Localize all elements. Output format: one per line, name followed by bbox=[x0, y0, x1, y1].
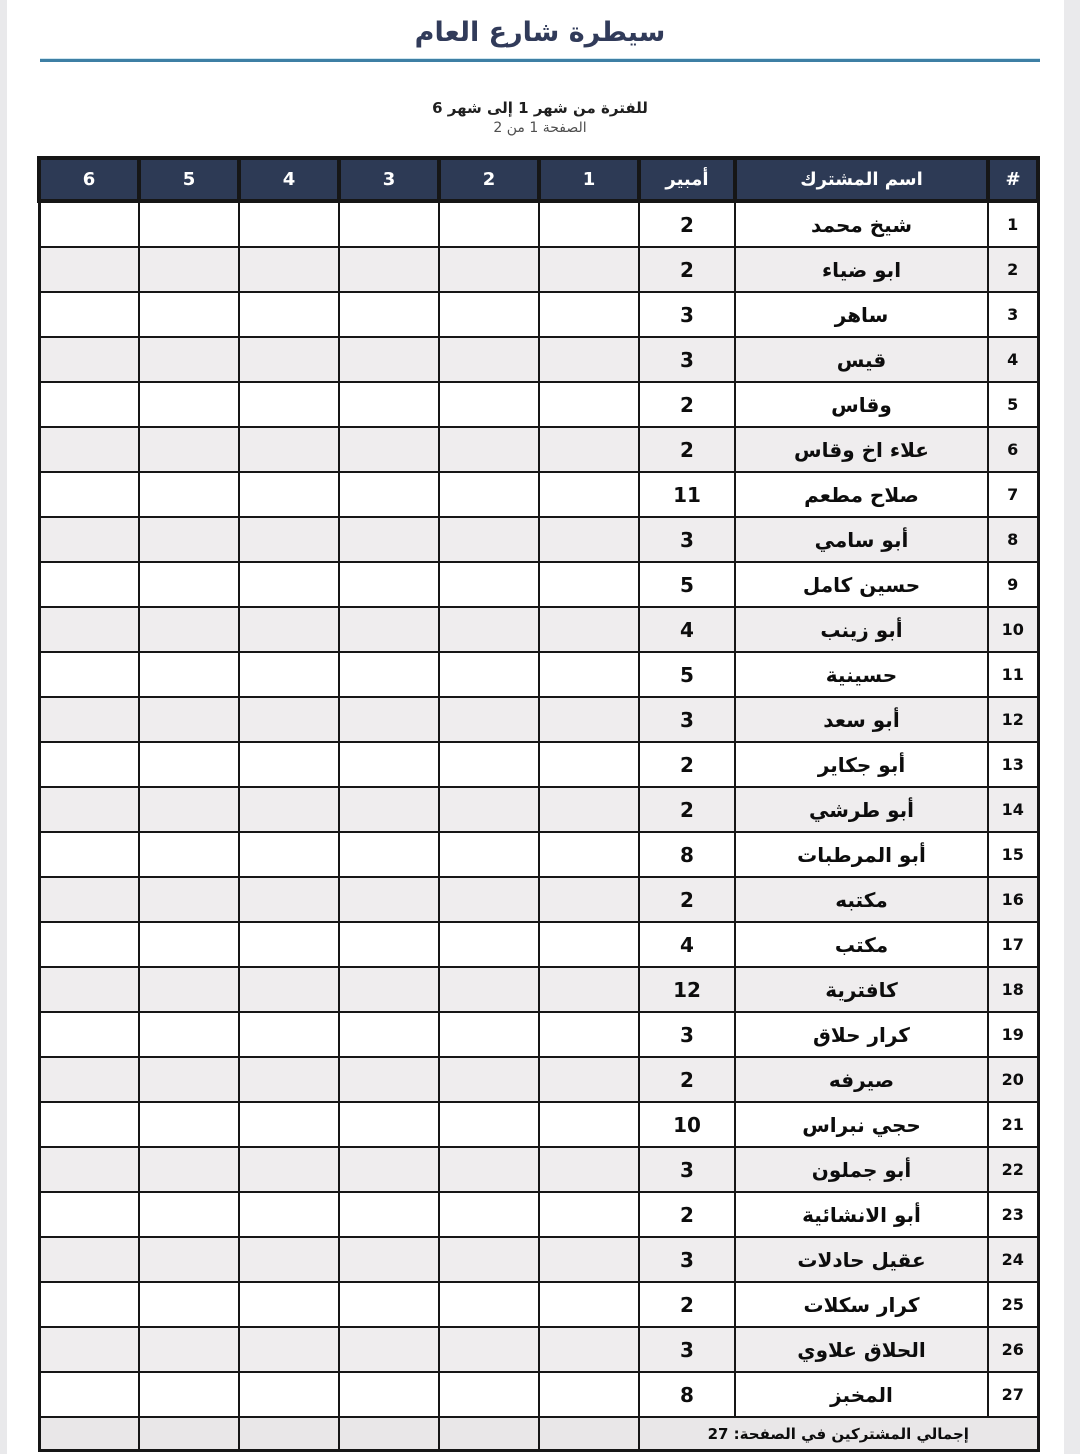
month-cell bbox=[239, 697, 339, 742]
month-cell bbox=[239, 652, 339, 697]
row-number: 12 bbox=[988, 697, 1038, 742]
month-cell bbox=[239, 877, 339, 922]
subscribers-table bbox=[37, 156, 1040, 1452]
ampere-value: 3 bbox=[639, 517, 735, 562]
table-row bbox=[39, 1102, 1038, 1147]
row-number: 14 bbox=[988, 787, 1038, 832]
subscriber-name: أبو سامي bbox=[735, 517, 988, 562]
month-cell bbox=[339, 1327, 439, 1372]
month-cell bbox=[39, 1372, 139, 1417]
ampere-value: 2 bbox=[639, 427, 735, 472]
ampere-value: 3 bbox=[639, 697, 735, 742]
month-cell bbox=[339, 517, 439, 562]
ampere-value: 3 bbox=[639, 1327, 735, 1372]
month-cell bbox=[539, 607, 639, 652]
row-number: 18 bbox=[988, 967, 1038, 1012]
month-cell bbox=[239, 787, 339, 832]
month-cell bbox=[539, 1102, 639, 1147]
header-col-month-2: 2 bbox=[439, 158, 539, 201]
subscriber-name: أبو طرشي bbox=[735, 787, 988, 832]
month-cell bbox=[339, 1417, 439, 1451]
month-cell bbox=[139, 652, 239, 697]
table-footer-row bbox=[39, 1417, 1038, 1451]
month-cell bbox=[39, 472, 139, 517]
month-cell bbox=[539, 1057, 639, 1102]
month-cell bbox=[239, 472, 339, 517]
table-row bbox=[39, 292, 1038, 337]
subscriber-name: كرار حلاق bbox=[735, 1012, 988, 1057]
month-cell bbox=[339, 877, 439, 922]
month-cell bbox=[439, 1237, 539, 1282]
ampere-value: 2 bbox=[639, 1192, 735, 1237]
month-cell bbox=[139, 1237, 239, 1282]
month-cell bbox=[139, 787, 239, 832]
header-col-number: # bbox=[988, 158, 1038, 201]
subscriber-name: مكتب bbox=[735, 922, 988, 967]
row-number: 19 bbox=[988, 1012, 1038, 1057]
month-cell bbox=[139, 472, 239, 517]
month-cell bbox=[139, 697, 239, 742]
month-cell bbox=[39, 1192, 139, 1237]
table-row bbox=[39, 1282, 1038, 1327]
subscriber-name: حجي نبراس bbox=[735, 1102, 988, 1147]
row-number: 26 bbox=[988, 1327, 1038, 1372]
header-col-subscriber-name: اسم المشترك bbox=[735, 158, 988, 201]
month-cell bbox=[139, 967, 239, 1012]
subscriber-name: الحلاق علاوي bbox=[735, 1327, 988, 1372]
month-cell bbox=[39, 562, 139, 607]
page-edge-left bbox=[0, 0, 7, 1454]
row-number: 20 bbox=[988, 1057, 1038, 1102]
row-number: 11 bbox=[988, 652, 1038, 697]
month-cell bbox=[139, 427, 239, 472]
month-cell bbox=[239, 337, 339, 382]
month-cell bbox=[139, 607, 239, 652]
month-cell bbox=[439, 517, 539, 562]
month-cell bbox=[539, 1372, 639, 1417]
header-col-month-1: 1 bbox=[539, 158, 639, 201]
month-cell bbox=[239, 247, 339, 292]
month-cell bbox=[39, 1057, 139, 1102]
row-number: 13 bbox=[988, 742, 1038, 787]
month-cell bbox=[239, 1237, 339, 1282]
month-cell bbox=[239, 382, 339, 427]
page-edge-right bbox=[1064, 0, 1080, 1454]
month-cell bbox=[439, 1327, 539, 1372]
row-number: 2 bbox=[988, 247, 1038, 292]
row-number: 8 bbox=[988, 517, 1038, 562]
subscriber-name: كافترية bbox=[735, 967, 988, 1012]
month-cell bbox=[339, 697, 439, 742]
table-row bbox=[39, 1237, 1038, 1282]
month-cell bbox=[139, 1372, 239, 1417]
month-cell bbox=[239, 1372, 339, 1417]
header-col-month-4: 4 bbox=[239, 158, 339, 201]
month-cell bbox=[239, 201, 339, 247]
subscriber-name: مكتبه bbox=[735, 877, 988, 922]
month-cell bbox=[439, 607, 539, 652]
month-cell bbox=[339, 472, 439, 517]
ampere-value: 11 bbox=[639, 472, 735, 517]
table-row bbox=[39, 877, 1038, 922]
page-total: إجمالي المشتركين في الصفحة: 27 bbox=[639, 1417, 1038, 1451]
ampere-value: 2 bbox=[639, 742, 735, 787]
row-number: 22 bbox=[988, 1147, 1038, 1192]
table-row bbox=[39, 742, 1038, 787]
month-cell bbox=[339, 787, 439, 832]
subscriber-name: أبو المرطبات bbox=[735, 832, 988, 877]
page-number-line: الصفحة 1 من 2 bbox=[493, 120, 587, 136]
ampere-value: 12 bbox=[639, 967, 735, 1012]
month-cell bbox=[339, 1372, 439, 1417]
month-cell bbox=[539, 247, 639, 292]
table-row bbox=[39, 472, 1038, 517]
month-cell bbox=[139, 382, 239, 427]
subscriber-name: المخبز bbox=[735, 1372, 988, 1417]
month-cell bbox=[539, 201, 639, 247]
row-number: 7 bbox=[988, 472, 1038, 517]
month-cell bbox=[139, 517, 239, 562]
month-cell bbox=[339, 562, 439, 607]
month-cell bbox=[539, 652, 639, 697]
subscriber-name: أبو جملون bbox=[735, 1147, 988, 1192]
month-cell bbox=[39, 832, 139, 877]
table-row bbox=[39, 652, 1038, 697]
ampere-value: 8 bbox=[639, 1372, 735, 1417]
month-cell bbox=[439, 247, 539, 292]
month-cell bbox=[539, 787, 639, 832]
month-cell bbox=[339, 1102, 439, 1147]
month-cell bbox=[239, 1192, 339, 1237]
subscriber-name: حسين كامل bbox=[735, 562, 988, 607]
month-cell bbox=[39, 382, 139, 427]
table-row bbox=[39, 1057, 1038, 1102]
month-cell bbox=[39, 877, 139, 922]
month-cell bbox=[539, 967, 639, 1012]
month-cell bbox=[339, 201, 439, 247]
row-number: 27 bbox=[988, 1372, 1038, 1417]
table-row bbox=[39, 1192, 1038, 1237]
month-cell bbox=[539, 877, 639, 922]
ampere-value: 3 bbox=[639, 292, 735, 337]
month-cell bbox=[139, 201, 239, 247]
month-cell bbox=[239, 922, 339, 967]
table-row bbox=[39, 1012, 1038, 1057]
subscriber-name: وقاس bbox=[735, 382, 988, 427]
ampere-value: 2 bbox=[639, 787, 735, 832]
month-cell bbox=[39, 742, 139, 787]
month-cell bbox=[439, 742, 539, 787]
month-cell bbox=[339, 1012, 439, 1057]
ampere-value: 2 bbox=[639, 382, 735, 427]
month-cell bbox=[339, 427, 439, 472]
row-number: 21 bbox=[988, 1102, 1038, 1147]
row-number: 10 bbox=[988, 607, 1038, 652]
subscriber-name: عقيل حادلات bbox=[735, 1237, 988, 1282]
month-cell bbox=[239, 292, 339, 337]
month-cell bbox=[539, 1012, 639, 1057]
month-cell bbox=[139, 1147, 239, 1192]
subscriber-name: صيرفه bbox=[735, 1057, 988, 1102]
month-cell bbox=[439, 832, 539, 877]
row-number: 25 bbox=[988, 1282, 1038, 1327]
subscriber-name: صلاح مطعم bbox=[735, 472, 988, 517]
month-cell bbox=[339, 292, 439, 337]
month-cell bbox=[439, 787, 539, 832]
month-cell bbox=[539, 382, 639, 427]
month-cell bbox=[539, 922, 639, 967]
month-cell bbox=[339, 652, 439, 697]
row-number: 9 bbox=[988, 562, 1038, 607]
month-cell bbox=[39, 697, 139, 742]
table-row bbox=[39, 832, 1038, 877]
month-cell bbox=[539, 337, 639, 382]
month-cell bbox=[239, 1012, 339, 1057]
ampere-value: 3 bbox=[639, 1147, 735, 1192]
table-row bbox=[39, 517, 1038, 562]
month-cell bbox=[239, 1057, 339, 1102]
ampere-value: 5 bbox=[639, 562, 735, 607]
month-cell bbox=[439, 922, 539, 967]
month-cell bbox=[539, 1192, 639, 1237]
month-cell bbox=[339, 1192, 439, 1237]
row-number: 17 bbox=[988, 922, 1038, 967]
month-cell bbox=[339, 742, 439, 787]
month-cell bbox=[339, 607, 439, 652]
month-cell bbox=[139, 1327, 239, 1372]
row-number: 4 bbox=[988, 337, 1038, 382]
month-cell bbox=[39, 1282, 139, 1327]
month-cell bbox=[439, 877, 539, 922]
month-cell bbox=[139, 1282, 239, 1327]
month-cell bbox=[539, 562, 639, 607]
title-divider bbox=[40, 58, 1040, 62]
month-cell bbox=[39, 652, 139, 697]
ampere-value: 2 bbox=[639, 247, 735, 292]
table-row bbox=[39, 247, 1038, 292]
month-cell bbox=[139, 247, 239, 292]
ampere-value: 3 bbox=[639, 1237, 735, 1282]
month-cell bbox=[239, 1147, 339, 1192]
month-cell bbox=[239, 562, 339, 607]
ampere-value: 5 bbox=[639, 652, 735, 697]
month-cell bbox=[239, 832, 339, 877]
month-cell bbox=[139, 832, 239, 877]
month-cell bbox=[439, 652, 539, 697]
subscriber-name: أبو زينب bbox=[735, 607, 988, 652]
month-cell bbox=[239, 1417, 339, 1451]
ampere-value: 3 bbox=[639, 337, 735, 382]
row-number: 24 bbox=[988, 1237, 1038, 1282]
subscriber-name: قيس bbox=[735, 337, 988, 382]
subscriber-name: أبو سعد bbox=[735, 697, 988, 742]
month-cell bbox=[539, 472, 639, 517]
month-cell bbox=[139, 742, 239, 787]
month-cell bbox=[439, 472, 539, 517]
table-row bbox=[39, 787, 1038, 832]
month-cell bbox=[39, 247, 139, 292]
page-title: سيطرة شارع العام bbox=[414, 17, 666, 48]
month-cell bbox=[539, 427, 639, 472]
month-cell bbox=[439, 382, 539, 427]
month-cell bbox=[339, 922, 439, 967]
month-cell bbox=[439, 1057, 539, 1102]
month-cell bbox=[539, 832, 639, 877]
month-cell bbox=[439, 1282, 539, 1327]
month-cell bbox=[239, 1282, 339, 1327]
month-cell bbox=[239, 967, 339, 1012]
ampere-value: 2 bbox=[639, 1282, 735, 1327]
month-cell bbox=[539, 1282, 639, 1327]
month-cell bbox=[39, 201, 139, 247]
month-cell bbox=[339, 337, 439, 382]
ampere-value: 2 bbox=[639, 201, 735, 247]
month-cell bbox=[539, 742, 639, 787]
month-cell bbox=[539, 1327, 639, 1372]
table-row bbox=[39, 1372, 1038, 1417]
ampere-value: 8 bbox=[639, 832, 735, 877]
table-row bbox=[39, 922, 1038, 967]
month-cell bbox=[39, 607, 139, 652]
month-cell bbox=[139, 1057, 239, 1102]
month-cell bbox=[39, 292, 139, 337]
table-row bbox=[39, 1327, 1038, 1372]
row-number: 1 bbox=[988, 201, 1038, 247]
ampere-value: 2 bbox=[639, 877, 735, 922]
month-cell bbox=[539, 1417, 639, 1451]
row-number: 3 bbox=[988, 292, 1038, 337]
month-cell bbox=[339, 1057, 439, 1102]
table-row bbox=[39, 201, 1038, 247]
table-row bbox=[39, 427, 1038, 472]
month-cell bbox=[439, 1192, 539, 1237]
month-cell bbox=[339, 967, 439, 1012]
subscriber-name: كرار سكلات bbox=[735, 1282, 988, 1327]
month-cell bbox=[339, 1237, 439, 1282]
table-row bbox=[39, 697, 1038, 742]
subscriber-name: علاء اخ وقاس bbox=[735, 427, 988, 472]
month-cell bbox=[439, 697, 539, 742]
header-col-ampere: أمبير bbox=[639, 158, 735, 201]
month-cell bbox=[139, 337, 239, 382]
month-cell bbox=[139, 1102, 239, 1147]
month-cell bbox=[439, 1372, 539, 1417]
row-number: 6 bbox=[988, 427, 1038, 472]
month-cell bbox=[39, 967, 139, 1012]
month-cell bbox=[239, 427, 339, 472]
month-cell bbox=[539, 292, 639, 337]
month-cell bbox=[39, 1147, 139, 1192]
month-cell bbox=[339, 832, 439, 877]
month-cell bbox=[239, 1327, 339, 1372]
ampere-value: 10 bbox=[639, 1102, 735, 1147]
row-number: 15 bbox=[988, 832, 1038, 877]
month-cell bbox=[439, 201, 539, 247]
month-cell bbox=[539, 697, 639, 742]
ampere-value: 4 bbox=[639, 922, 735, 967]
month-cell bbox=[39, 787, 139, 832]
month-cell bbox=[39, 922, 139, 967]
month-cell bbox=[339, 1282, 439, 1327]
header-col-month-5: 5 bbox=[139, 158, 239, 201]
month-cell bbox=[439, 1147, 539, 1192]
table-row bbox=[39, 1147, 1038, 1192]
ampere-value: 4 bbox=[639, 607, 735, 652]
month-cell bbox=[339, 247, 439, 292]
month-cell bbox=[239, 607, 339, 652]
month-cell bbox=[139, 1012, 239, 1057]
month-cell bbox=[139, 1417, 239, 1451]
month-cell bbox=[439, 427, 539, 472]
subscriber-name: ساهر bbox=[735, 292, 988, 337]
month-cell bbox=[139, 922, 239, 967]
row-number: 5 bbox=[988, 382, 1038, 427]
month-cell bbox=[39, 1237, 139, 1282]
table-row bbox=[39, 382, 1038, 427]
month-cell bbox=[339, 1147, 439, 1192]
month-cell bbox=[439, 337, 539, 382]
table-header-row bbox=[39, 158, 1038, 201]
month-cell bbox=[339, 382, 439, 427]
month-cell bbox=[439, 562, 539, 607]
subscriber-name: ابو ضياء bbox=[735, 247, 988, 292]
table-row bbox=[39, 607, 1038, 652]
table-row bbox=[39, 562, 1038, 607]
month-cell bbox=[39, 1327, 139, 1372]
month-cell bbox=[139, 292, 239, 337]
subtitle-block bbox=[0, 98, 1080, 138]
subscriber-name: أبو جكاير bbox=[735, 742, 988, 787]
period-line: للفترة من شهر 1 إلى شهر 6 bbox=[432, 99, 648, 117]
header-col-month-6: 6 bbox=[39, 158, 139, 201]
row-number: 23 bbox=[988, 1192, 1038, 1237]
subscriber-name: أبو الانشائية bbox=[735, 1192, 988, 1237]
month-cell bbox=[139, 562, 239, 607]
month-cell bbox=[239, 517, 339, 562]
header-col-month-3: 3 bbox=[339, 158, 439, 201]
month-cell bbox=[439, 1102, 539, 1147]
month-cell bbox=[539, 1147, 639, 1192]
row-number: 16 bbox=[988, 877, 1038, 922]
month-cell bbox=[39, 1102, 139, 1147]
month-cell bbox=[39, 427, 139, 472]
table-row bbox=[39, 337, 1038, 382]
month-cell bbox=[239, 1102, 339, 1147]
month-cell bbox=[539, 1237, 639, 1282]
month-cell bbox=[139, 1192, 239, 1237]
month-cell bbox=[439, 1012, 539, 1057]
month-cell bbox=[39, 517, 139, 562]
month-cell bbox=[439, 292, 539, 337]
subscriber-name: شيخ محمد bbox=[735, 201, 988, 247]
ampere-value: 3 bbox=[639, 1012, 735, 1057]
subscriber-name: حسينية bbox=[735, 652, 988, 697]
month-cell bbox=[239, 742, 339, 787]
table-row bbox=[39, 967, 1038, 1012]
ampere-value: 2 bbox=[639, 1057, 735, 1102]
month-cell bbox=[39, 1417, 139, 1451]
month-cell bbox=[439, 967, 539, 1012]
month-cell bbox=[539, 517, 639, 562]
month-cell bbox=[439, 1417, 539, 1451]
month-cell bbox=[139, 877, 239, 922]
month-cell bbox=[39, 1012, 139, 1057]
month-cell bbox=[39, 337, 139, 382]
